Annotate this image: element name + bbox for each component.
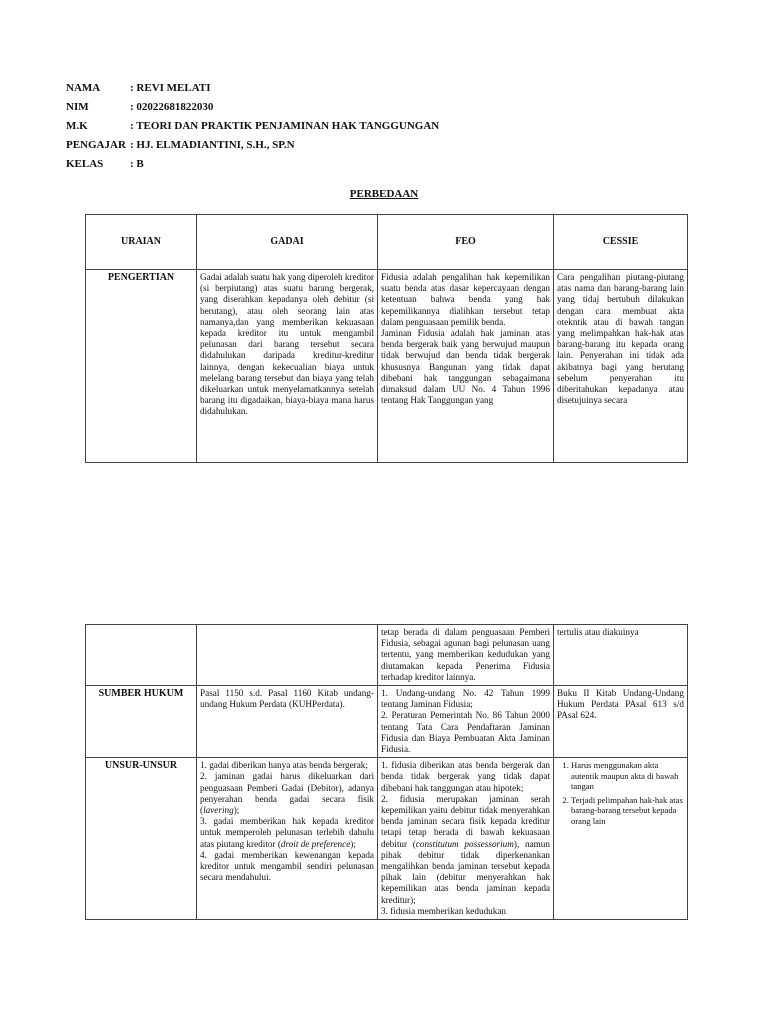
label-sumber-hukum: SUMBER HUKUM xyxy=(86,686,197,758)
unsur-cessie-list xyxy=(557,760,684,826)
nim-label: NIM xyxy=(66,101,89,113)
unsur-feo-1: 1. fidusia diberikan atas benda bergerak dan benda tidak bergerak yang tidak dapat dibebani hak tanggungan atau hipotek; xyxy=(381,760,550,793)
label-unsur-unsur: UNSUR-UNSUR xyxy=(86,758,197,920)
comparison-table-page2 xyxy=(85,624,688,920)
document-title: PERBEDAAN xyxy=(349,188,419,200)
row-sumber-hukum xyxy=(86,686,688,758)
comparison-table-page1 xyxy=(85,214,688,463)
student-info xyxy=(66,82,439,177)
pengajar-value: : HJ. ELMADIANTINI, S.H., SP.N xyxy=(130,139,295,151)
mk-label: M.K xyxy=(66,120,88,132)
header-cessie: CESSIE xyxy=(554,215,688,270)
nama-value: : REVI MELATI xyxy=(130,82,211,94)
unsur-cessie-2: 2. Terjadi pelimpahan hak-hak atas barang-barang tersebut kepada orang lain xyxy=(571,795,684,827)
sumber-gadai: Pasal 1150 s.d. Pasal 1160 Kitab undang-undang Hukum Perdata (KUHPerdata). xyxy=(197,686,378,758)
pengertian-feo-1: Fidusia adalah pengalihan hak kepemilikan suatu benda atas dasar kepercayaan dengan ketentuan bahwa benda yang hak kepemilikannya dialihkan tersebut tetap dalam penguasaan pemilik benda. xyxy=(381,272,550,327)
table-header-row xyxy=(86,215,688,270)
kelas-label: KELAS xyxy=(66,158,104,170)
unsur-cessie-1: 1. Harus menggunakan akta autentik maupun akta di bawah tangan xyxy=(571,760,684,792)
pengajar-label: PENGAJAR xyxy=(66,139,126,151)
sumber-feo-1: 1. Undang-undang No. 42 Tahun 1999 tentang Jaminan Fidusia; xyxy=(381,688,550,710)
mk-value: : TEORI DAN PRAKTIK PENJAMINAN HAK TANGGUNGAN xyxy=(130,120,440,132)
row-continuation xyxy=(86,625,688,686)
continuation-cessie: tertulis atau diakuinya xyxy=(554,625,688,686)
header-gadai: GADAI xyxy=(197,215,378,270)
sumber-cessie: Buku II Kitab Undang-Undang Hukum Perdata PAsal 613 s/d PAsal 624. xyxy=(554,686,688,758)
header-feo: FEO xyxy=(378,215,554,270)
pengertian-cessie: Cara pengalihan piutang-piutang atas nama dan barang-barang lain yang tidaj bertubuh dilakukan dengan cara membuat akta otekntik atau di bawah tangan yang melimpahkan hak-hak atas barang-barang itu kepada orang lain. Penyerahan ini tidak ada akibatnya bagi yang berutang sebelum penyerahan itu diberitahukan kepadanya atau disetujuinya secara xyxy=(557,272,684,406)
label-pengertian: PENGERTIAN xyxy=(86,270,197,463)
nama-label: NAMA xyxy=(66,82,101,94)
unsur-feo-2: 2. fidusia merupakan jaminan serah kepemilikan yaitu debitur tidak menyerahkan benda jaminan secara fisik kepada kreditur tetapi tetap berada di bawah kekuasaan debitur (constitutum possessorium), namun pihak debitur tidak diperkenankan mengalihkan benda jaminan tersebut kepada pihak lain (debitur menyerahkan hak kepemilikan atas benda jaminan kepada kreditur); xyxy=(381,793,550,905)
kelas-value: : B xyxy=(130,158,144,170)
pengertian-gadai: Gadai adalah suatu hak yang diperoleh kreditor (si berpiutang) atas suatu barang bergerak, yang diserahkan kepadanya oleh debitur (si berutang), atau oleh seorang lain atas namanya,dan yang memberikan kekuasaan kepada kreditor itu untuk mengambil pelunasan dari barang tersebut secara didahulukan daripada kreditur-kreditur lainnya, dengan kekecualian biaya untuk melelang barang tersebut dan biaya yang telah dikeluarkan untuk menyelamatkannya setelah barang itu digadaikan, biaya-biaya mana harus didahulukan. xyxy=(200,272,374,417)
sumber-feo-2: 2. Peraturan Pemerintah No. 86 Tahun 2000 tentang Tata Cara Pendaftaran Jaminan Fidusia dan Biaya Pembuatan Akta Jaminan Fidusia. xyxy=(381,710,550,755)
row-unsur-unsur xyxy=(86,758,688,920)
continuation-feo: tetap berada di dalam penguasaan Pemberi Fidusia, sebagai agunan bagi pelunasan uang tertentu, yang memberikan kedudukan yang diutamakan kepada Penerima Fidusia terhadap kreditor lainnya. xyxy=(378,625,554,686)
row-pengertian xyxy=(86,270,688,463)
unsur-gadai-1: 1. gadai diberikan hanya atas benda bergerak; xyxy=(200,760,368,771)
unsur-gadai-2: 2. jaminan gadai harus dikeluarkan dari penguasaan Pemberi Gadai (Debitor), adanya penyerahan benda gadai secara fisik (lavering); xyxy=(200,771,374,816)
unsur-gadai-4: 4. gadai memberikan kewenangan kepada kreditor untuk mengambil sendiri pelunasan secara mendahului. xyxy=(200,849,374,883)
header-uraian: URAIAN xyxy=(86,215,197,270)
unsur-gadai-3: 3. gadai memberikan hak kepada kreditor untuk memperoleh pelunasan terlebih dahulu atas piutang kreditor (droit de preference); xyxy=(200,816,374,849)
unsur-feo-3: 3. fidusia memberikan kedudukan xyxy=(381,905,507,916)
pengertian-feo-2: Jaminan Fidusia adalah hak jaminan atas benda bergerak baik yang berwujud maupun tidak berwujud dan benda tidak bergerak khususnya Bangunan yang tidak dapat dibebani hak tanggungan sebagaimana dimaksud dalam UU No. 4 Tahun 1996 tentang Hak Tanggungan yang xyxy=(381,328,550,406)
nim-value: : 02022681822030 xyxy=(130,101,214,113)
